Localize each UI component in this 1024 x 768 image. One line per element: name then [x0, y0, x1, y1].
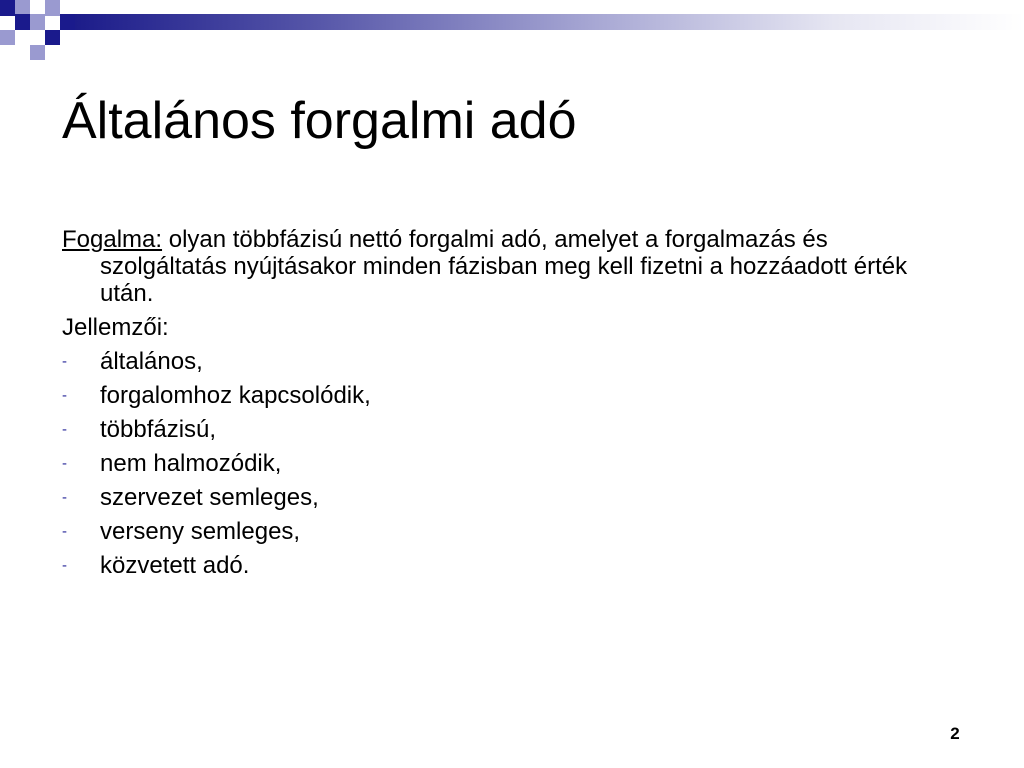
- header-gradient-bar: [75, 14, 1024, 30]
- list-item: [62, 382, 952, 409]
- list-item: [62, 552, 952, 579]
- definition-label: Fogalma:: [62, 226, 163, 253]
- dash-bullet-icon: -: [62, 353, 67, 370]
- dash-bullet-icon: -: [62, 421, 67, 438]
- decorative-square: [15, 14, 30, 30]
- features-list: [62, 348, 952, 579]
- feature-text: többfázisú,: [100, 416, 217, 443]
- dash-bullet-icon: -: [62, 387, 67, 404]
- list-item: [62, 416, 952, 443]
- decorative-square: [60, 14, 75, 30]
- slide-body: [62, 226, 952, 586]
- dash-bullet-icon: -: [62, 455, 67, 472]
- list-item: [62, 450, 952, 477]
- decorative-square: [0, 30, 15, 45]
- feature-text: általános,: [100, 348, 203, 375]
- definition-text: olyan többfázisú nettó forgalmi adó, amelyet a forgalmazás és szolgáltatás nyújtásakor minden fázisban meg kell fizetni a hozzáadott érték után.: [100, 226, 908, 307]
- feature-text: verseny semleges,: [100, 518, 301, 545]
- list-item: [62, 518, 952, 545]
- decorative-square: [45, 0, 60, 16]
- page-number: 2: [950, 724, 960, 743]
- dash-bullet-icon: -: [62, 489, 67, 506]
- slide-title: Általános forgalmi adó: [62, 92, 577, 150]
- feature-text: közvetett adó.: [100, 552, 250, 579]
- dash-bullet-icon: -: [62, 557, 67, 574]
- list-item: [62, 348, 952, 375]
- feature-text: szervezet semleges,: [100, 484, 319, 511]
- decorative-square: [45, 30, 60, 45]
- decorative-square: [0, 0, 15, 16]
- features-heading: Jellemzői:: [62, 314, 169, 341]
- definition-paragraph: [62, 226, 952, 307]
- feature-text: nem halmozódik,: [100, 450, 282, 477]
- decorative-square: [30, 14, 45, 30]
- feature-text: forgalomhoz kapcsolódik,: [100, 382, 371, 409]
- list-item: [62, 484, 952, 511]
- dash-bullet-icon: -: [62, 523, 67, 540]
- decorative-square: [30, 45, 45, 60]
